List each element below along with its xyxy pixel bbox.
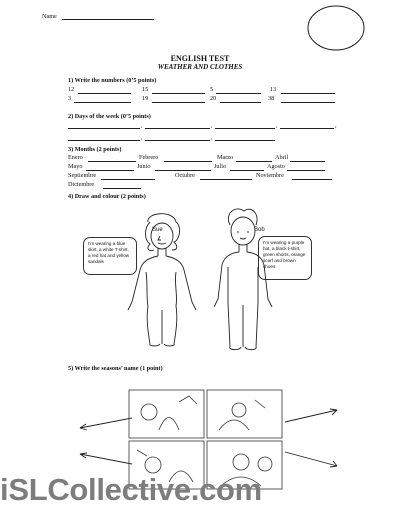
month-item: Octubre — [175, 172, 195, 179]
day-answer-line[interactable] — [68, 128, 140, 129]
month-item: Junio — [137, 163, 151, 170]
number-item: 5 — [210, 86, 214, 93]
number-answer-line[interactable] — [152, 102, 205, 103]
number-answer-line[interactable] — [78, 93, 131, 94]
number-answer-line[interactable] — [216, 93, 261, 94]
boy-figure-illustration — [202, 207, 282, 357]
day-answer-line[interactable] — [215, 140, 275, 141]
name-label: Name — [42, 13, 57, 20]
month-answer-line[interactable] — [86, 170, 134, 171]
arrow-right-bottom-icon — [283, 448, 343, 472]
number-answer-line[interactable] — [220, 102, 261, 103]
numbers-heading: 1) Write the numbers (0’5 points) — [68, 77, 157, 84]
month-item: Mayo — [68, 163, 83, 170]
boy-name: Bob — [254, 227, 265, 233]
month-answer-line[interactable] — [200, 179, 252, 180]
number-item: 19 — [142, 95, 149, 102]
month-answer-line[interactable] — [230, 170, 264, 171]
girl-name: Sue — [152, 227, 163, 233]
months-heading: 3) Months (2 points) — [68, 146, 122, 153]
month-answer-line[interactable] — [287, 170, 325, 171]
number-answer-line[interactable] — [281, 93, 335, 94]
page-subtitle: WEATHER AND CLOTHES — [157, 63, 243, 71]
number-answer-line[interactable] — [74, 102, 131, 103]
month-item: Septiembre — [68, 172, 97, 179]
month-answer-line[interactable] — [103, 188, 141, 189]
comma: , — [276, 122, 278, 129]
month-item: Agosto — [267, 163, 285, 170]
month-item: Febrero — [139, 154, 159, 161]
month-answer-line[interactable] — [88, 161, 136, 162]
month-answer-line[interactable] — [290, 161, 325, 162]
month-answer-line[interactable] — [101, 179, 155, 180]
comma: , — [211, 134, 213, 141]
day-answer-line[interactable] — [145, 140, 210, 141]
number-item: 15 — [142, 86, 149, 93]
month-answer-line[interactable] — [292, 179, 332, 180]
boy-speech-bubble: I’m wearing a purple hat, a black t-shirt, green shorts, orange scarf and brown shoes — [258, 236, 312, 280]
draw-heading: 4) Draw and colour (2 points) — [68, 193, 146, 200]
day-answer-line[interactable] — [68, 140, 140, 141]
comma: , — [141, 122, 143, 129]
month-item: Diciembre — [68, 181, 95, 188]
month-item: Julio — [214, 163, 227, 170]
month-item: Marzo — [217, 154, 234, 161]
day-answer-line[interactable] — [280, 128, 334, 129]
arrow-right-top-icon — [283, 406, 343, 426]
number-item: 12 — [68, 86, 75, 93]
comma: , — [211, 122, 213, 129]
day-answer-line[interactable] — [215, 128, 275, 129]
arrow-left-top-icon — [76, 414, 136, 434]
month-answer-line[interactable] — [164, 161, 212, 162]
comma: , — [335, 122, 337, 129]
girl-speech-bubble: I’m wearing a blue skirt, a white T-shirt, a red hat and yellow sandals — [83, 237, 137, 275]
number-item: 13 — [270, 86, 277, 93]
arrow-left-bottom-icon — [76, 450, 136, 470]
number-answer-line[interactable] — [281, 102, 335, 103]
name-answer-line[interactable] — [62, 19, 154, 20]
days-heading: 2) Days of the week (0’5 points) — [68, 113, 151, 120]
month-answer-line[interactable] — [155, 170, 211, 171]
month-item: Abril — [275, 154, 289, 161]
watermark: iSLCollective.com — [0, 472, 262, 507]
number-item: 20 — [210, 95, 217, 102]
girl-figure-illustration — [118, 210, 208, 350]
number-item: 38 — [268, 95, 275, 102]
month-item: Noviembre — [256, 172, 284, 179]
seasons-heading: 5) Write the seasons’ name (1 point) — [68, 365, 163, 372]
score-oval — [306, 4, 366, 52]
month-item: Enero — [68, 154, 83, 161]
month-answer-line[interactable] — [236, 161, 272, 162]
day-answer-line[interactable] — [145, 128, 210, 129]
number-item: 3 — [68, 95, 72, 102]
number-answer-line[interactable] — [152, 93, 205, 94]
page-title: ENGLISH TEST — [170, 54, 230, 63]
comma: , — [141, 134, 143, 141]
